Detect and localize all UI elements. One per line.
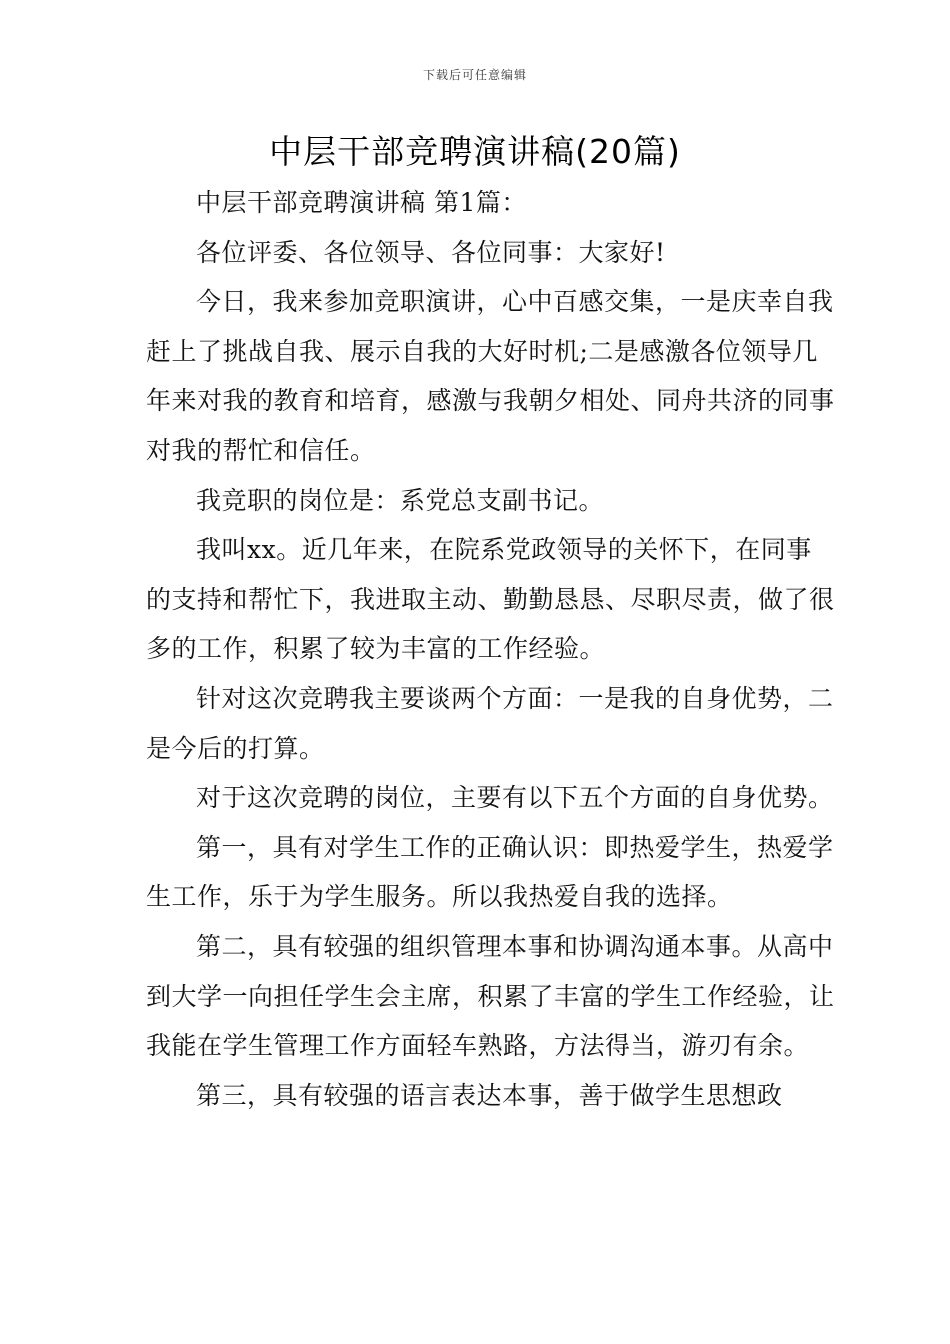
- paragraph: 我竞职的岗位是：系党总支副书记。: [196, 485, 605, 515]
- paragraph: 第二，具有较强的组织管理本事和协调沟通本事。从高中到大学一向担任学生会主席，积累了丰富的学生工作经验，让我能在学生管理工作方面轻车熟路，方法得当，游刃有余。: [146, 931, 835, 1061]
- paragraph: 第一，具有对学生工作的正确认识：即热爱学生，热爱学生工作，乐于为学生服务。所以我热爱自我的选择。: [146, 832, 834, 912]
- header-note: 下载后可任意编辑: [422, 68, 527, 82]
- paragraph: 针对这次竞聘我主要谈两个方面：一是我的自身优势，二是今后的打算。: [146, 683, 834, 763]
- paragraph-section-heading: 中层干部竞聘演讲稿 第1篇：: [196, 188, 527, 217]
- document-title: 中层干部竞聘演讲稿(20篇): [269, 132, 681, 171]
- paragraph: 我叫xx。近几年来，在院系党政领导的关怀下，在同事的支持和帮忙下，我进取主动、勤勤恳恳、尽职尽责，做了很多的工作，积累了较为丰富的工作经验。: [146, 535, 835, 664]
- paragraph: 第三，具有较强的语言表达本事，善于做学生思想政: [196, 1080, 783, 1110]
- paragraph: 今日，我来参加竞职演讲，心中百感交集，一是庆幸自我赶上了挑战自我、展示自我的大好时机;二是感激各位领导几年来对我的教育和培育，感激与我朝夕相处、同舟共济的同事对我的帮忙和信任。: [146, 287, 835, 465]
- paragraph: 对于这次竞聘的岗位，主要有以下五个方面的自身优势。: [196, 783, 834, 813]
- document-body: [146, 178, 836, 1120]
- paragraph-greeting: 各位评委、各位领导、各位同事：大家好!: [196, 237, 666, 267]
